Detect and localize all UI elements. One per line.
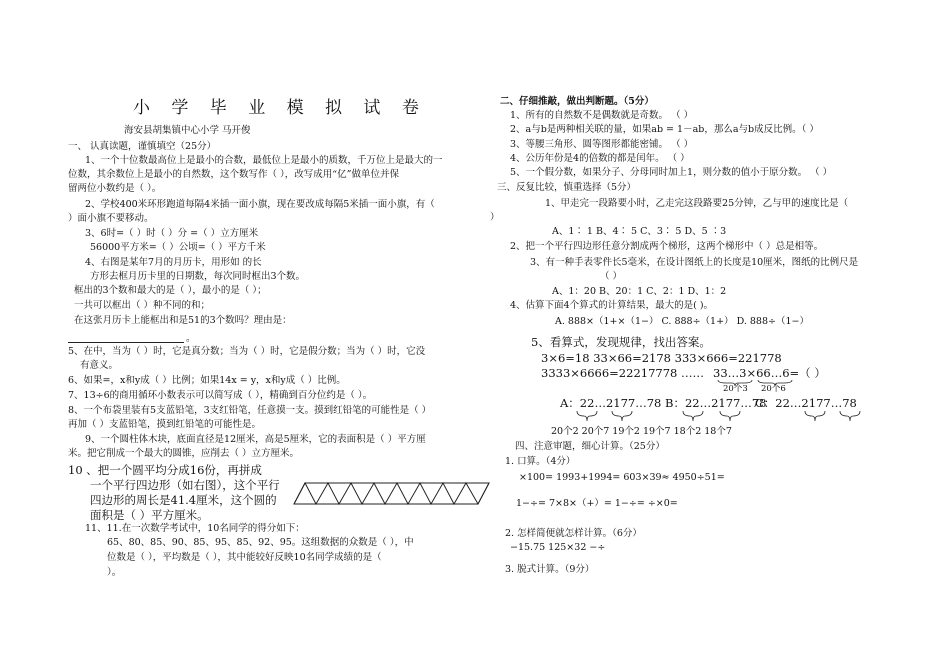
oral-calc-row-2: 1−÷= 7×8×（+）= 1−÷= ÷×0= xyxy=(516,498,678,509)
pattern-option-c: C：22…2177…78 xyxy=(755,396,857,410)
judge-5: 5、一个假分数，如果分子、分母同时加上1，则分数的值小于原分数。 （ ） xyxy=(510,167,833,178)
section-3-header: 三、反复比较，慎重选择（5分） xyxy=(497,182,637,193)
choice-1-line2: ） xyxy=(490,212,500,223)
pattern-tick-3: 20个3 xyxy=(723,384,748,394)
section-2-header: 二、仔细推敲，做出判断题。（5分） xyxy=(500,96,654,107)
q4-line6: 。 xyxy=(186,333,196,344)
q11-line2: 65、80、85、90、85、95、85、92、95。这组数据的众数是（ ），中 xyxy=(107,537,414,548)
q1-line3: 留两位小数约是（ ）。 xyxy=(68,183,162,194)
q5-line2: 有意义。 xyxy=(80,360,119,371)
stepwise-calc-header: 3. 脱式计算。（9分） xyxy=(505,564,595,575)
oral-calc-row-1: ×100= 1993+1994= 603×39≈ 4950÷51= xyxy=(519,472,725,483)
q3-line1: 3、6时=（ ）时（ ）分 =（ ）立方厘米 xyxy=(85,228,259,239)
q1-line2: 位数，其余数位上是最小的自然数，这个数写作（ ），改写成用“亿”做单位并保 xyxy=(68,169,399,180)
q7: 7、13÷6的商用循环小数表示可以简写成（ ），精确到百分位约是（ ）。 xyxy=(68,390,373,401)
q1-line1: 1、一个十位数最高位上是最小的合数，最低位上是最小的质数，千万位上是最大的一 xyxy=(85,155,443,166)
section-4-header: 四、注意审题，细心计算。（25分） xyxy=(515,441,665,452)
q9-line1: 9、一个圆柱体木块，底面直径是12厘米，高是5厘米，它的表面积是（ ）平方厘 xyxy=(85,434,426,445)
q5-line1: 5、在中，当为（ ）时，它是真分数；当为（ ）时，它是假分数；当为（ ）时，它没 xyxy=(68,346,426,357)
q4-line5: 在这张月历卡上能框出和是51的3个数吗？理由是： xyxy=(74,315,292,326)
judge-1: 1、所有的自然数不是偶数就是奇数。 （ ） xyxy=(510,110,694,121)
q11-line1: 11、11.在一次数学考试中，10名同学的得分如下： xyxy=(85,523,305,534)
pattern-option-braces xyxy=(570,410,860,424)
judge-3: 3、等腰三角形、圆等图形都能密铺。 （ ） xyxy=(510,139,694,150)
choice-2: 2、把一个平行四边形任意分割成两个梯形，这两个梯形中（ ）总是相等。 xyxy=(510,241,824,252)
q11-line3: 位数是（ ），平均数是（ ），其中能较好反映10名同学成绩的是（ xyxy=(107,552,382,563)
q4-line3: 框出的3个数和最大的是（ ），最小的是（ ）； xyxy=(74,285,267,296)
choice-1-options: A、1∶ 1 B、4∶ 5 C、3∶ 5 D、5 ∶3 xyxy=(552,226,727,237)
q10-line4: 面积是（ ）平方厘米。 xyxy=(90,508,209,522)
pattern-header: 5、看算式，发现规律，找出答案。 xyxy=(531,335,711,349)
q9-line2: 米。把它削成一个最大的圆锥，应削去（ ）立方厘米。 xyxy=(68,448,300,459)
choice-3-line2: （ ） xyxy=(600,271,623,282)
pattern-option-b: B：22…2177…78 xyxy=(665,396,767,410)
simple-calc-header: 2. 怎样简便就怎样计算。（6分） xyxy=(505,528,642,539)
choice-3-line1: 3、有一种手表零件长5毫米，在设计图纸上的长度是10厘米，图纸的比例尺是 xyxy=(530,257,859,268)
q4-line2: 方形去框月历卡里的日期数，每次同时框出3个数。 xyxy=(90,271,306,282)
q10-line1: 10 、把一个圆平均分成16份，再拼成 xyxy=(68,463,262,477)
q3-line2: 56000平方米=（ ）公顷=（ ）平方千米 xyxy=(90,242,266,253)
pattern-row-1: 3×6=18 33×66=2178 333×666=221778 xyxy=(541,351,782,365)
simple-calc-row-1: −15.75 125×32 −÷ xyxy=(510,542,606,553)
q10-line2: 一个平行四边形（如右图），这个平行 xyxy=(90,478,280,492)
choice-1-line1: 1、甲走完一段路要小时，乙走完这段路要25分钟，乙与甲的速度比是（ xyxy=(545,198,849,209)
judge-4: 4、公历年份是4的倍数的都是闰年。 （ ） xyxy=(510,153,690,164)
q10-line3: 四边形的周长是41.4厘米，这个圆的 xyxy=(90,493,277,507)
pattern-row-3: 33…3×66…6=（ ） xyxy=(713,366,826,380)
section-1-header: 一、 认真读题，谨慎填空（25分） xyxy=(68,141,217,152)
q11-line4: ）。 xyxy=(107,567,122,578)
q6: 6、如果=，x和y成（ ）比例；如果14x = y，x和y成（ ）比例。 xyxy=(68,375,346,386)
q4-answer-line xyxy=(68,342,184,343)
q4-line4: 一共可以框出（ ）种不同的和； xyxy=(74,300,211,311)
choice-4: 4、估算下面4个算式的计算结果，最大的是( )。 xyxy=(510,300,714,311)
q2-line2: ）面小旗不要移动。 xyxy=(68,213,154,224)
pattern-option-labels: 20个2 20个7 19个2 19个7 18个2 18个7 xyxy=(551,426,732,437)
q4-line1: 4、右图是某年7月的月历卡，用形如 的长 xyxy=(85,257,262,268)
pattern-option-a: A：22…2177…78 xyxy=(560,396,662,410)
pattern-tick-6: 20个6 xyxy=(761,384,786,394)
pattern-row-2: 3333×6666=22217778 …… xyxy=(541,366,704,380)
q8-line1: 8、一个布袋里装有5支蓝铅笔，3支红铅笔，任意摸一支。摸到红铅笔的可能性是（ ） xyxy=(68,405,432,416)
q2-line1: 2、学校400米环形跑道每隔4米插一面小旗，现在要改成每隔5米插一面小旗，有（ xyxy=(85,199,435,210)
choice-3-options: A、1：20 B、20：1 C、2：1 D、1：2 xyxy=(552,286,727,297)
q8-line2: 再加（ ）支蓝铅笔，摸到红铅笔的可能性是。 xyxy=(68,419,262,430)
oral-calc-header: 1. 口算。（4分） xyxy=(505,456,576,467)
exam-author: 海安县胡集镇中心小学 马开俊 xyxy=(124,125,251,136)
choice-4-options: A. 888×（1+×（1−） C. 888÷（1+） D. 888÷（1−） xyxy=(555,316,809,327)
judge-2: 2、a与b是两种相关联的量，如果ab = 1－ab，那么a与b成反比例。（ ） xyxy=(510,124,819,135)
parallelogram-figure xyxy=(293,482,493,506)
exam-title: 小 学 毕 业 模 拟 试 卷 xyxy=(133,98,427,118)
